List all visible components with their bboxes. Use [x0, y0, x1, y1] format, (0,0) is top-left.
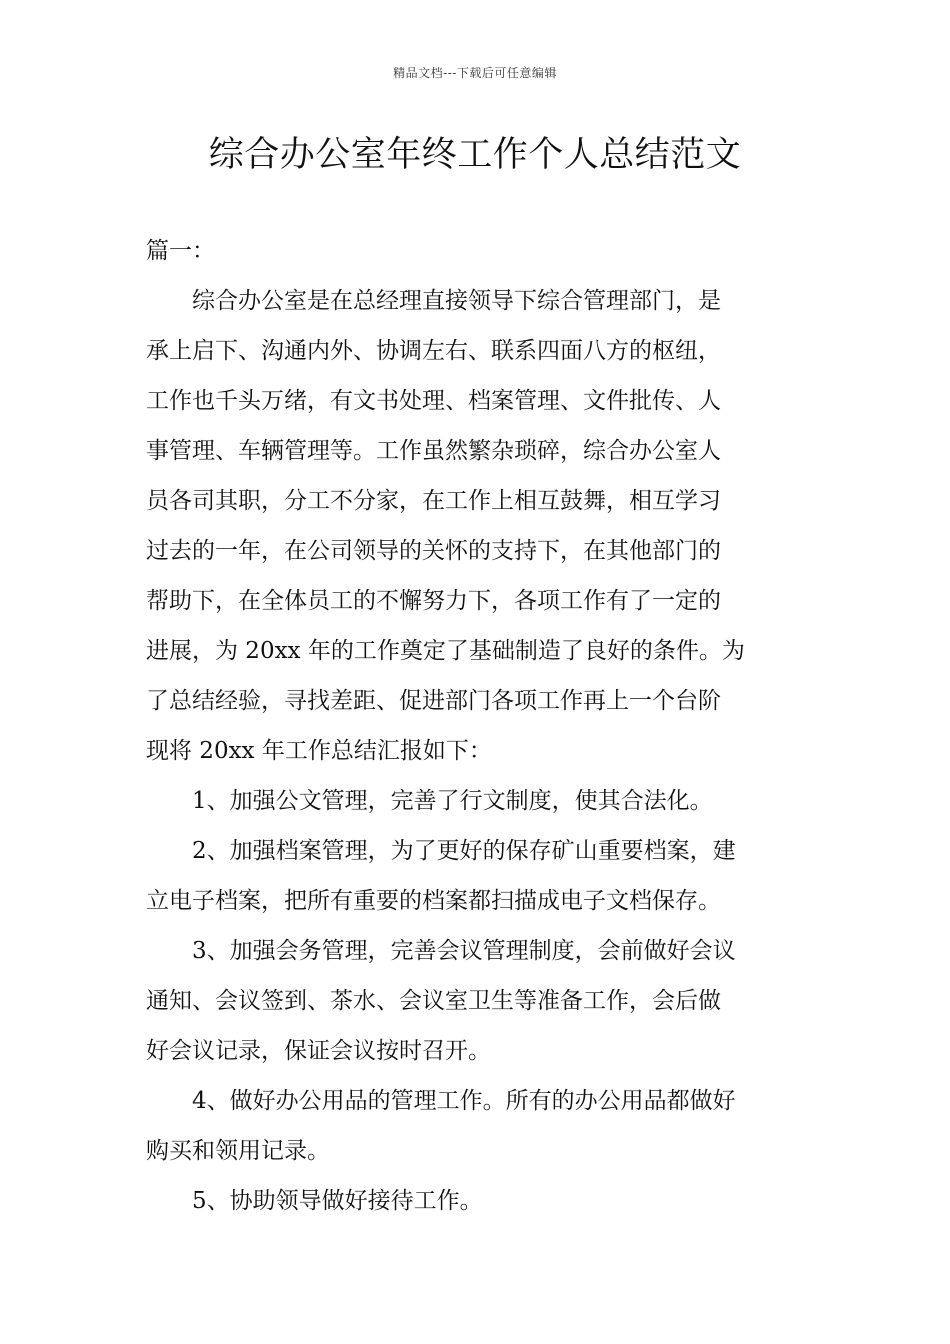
text-line: 3、加强会务管理，完善会议管理制度，会前做好会议	[192, 938, 736, 964]
text-line: 帮助下，在全体员工的不懈努力下，各项工作有了一定的	[146, 588, 721, 614]
text-line: 进展，为 20xx 年的工作奠定了基础制造了良好的条件。为	[146, 638, 745, 664]
text-line: 事管理、车辆管理等。工作虽然繁杂琐碎，综合办公室人	[146, 438, 721, 464]
text-line: 员各司其职，分工不分家，在工作上相互鼓舞，相互学习	[146, 488, 721, 514]
document-body	[146, 226, 806, 1226]
header-note: 精品文档---下载后可任意编辑	[393, 66, 557, 80]
text-line: 2、加强档案管理，为了更好的保存矿山重要档案，建	[192, 838, 736, 864]
text-line: 1、加强公文管理，完善了行文制度，使其合法化。	[192, 788, 713, 814]
text-line: 综合办公室是在总经理直接领导下综合管理部门，是	[192, 288, 721, 314]
text-line: 了总结经验，寻找差距、促进部门各项工作再上一个台阶	[146, 688, 721, 714]
text-line: 4、做好办公用品的管理工作。所有的办公用品都做好	[192, 1088, 736, 1114]
document-title: 综合办公室年终工作个人总结范文	[208, 135, 742, 175]
text-line: 购买和领用记录。	[146, 1138, 330, 1164]
text-line: 好会议记录，保证会议按时召开。	[146, 1038, 491, 1064]
text-line: 篇一：	[146, 238, 215, 264]
text-line: 通知、会议签到、茶水、会议室卫生等准备工作，会后做	[146, 988, 721, 1014]
text-line: 过去的一年，在公司领导的关怀的支持下，在其他部门的	[146, 538, 721, 564]
text-line: 5、协助领导做好接待工作。	[192, 1188, 483, 1214]
text-line: 现将 20xx 年工作总结汇报如下：	[146, 738, 492, 764]
text-line: 承上启下、沟通内外、协调左右、联系四面八方的枢纽，	[146, 338, 721, 364]
text-line: 工作也千头万绪，有文书处理、档案管理、文件批传、人	[146, 388, 721, 414]
text-line: 立电子档案，把所有重要的档案都扫描成电子文档保存。	[146, 888, 721, 914]
